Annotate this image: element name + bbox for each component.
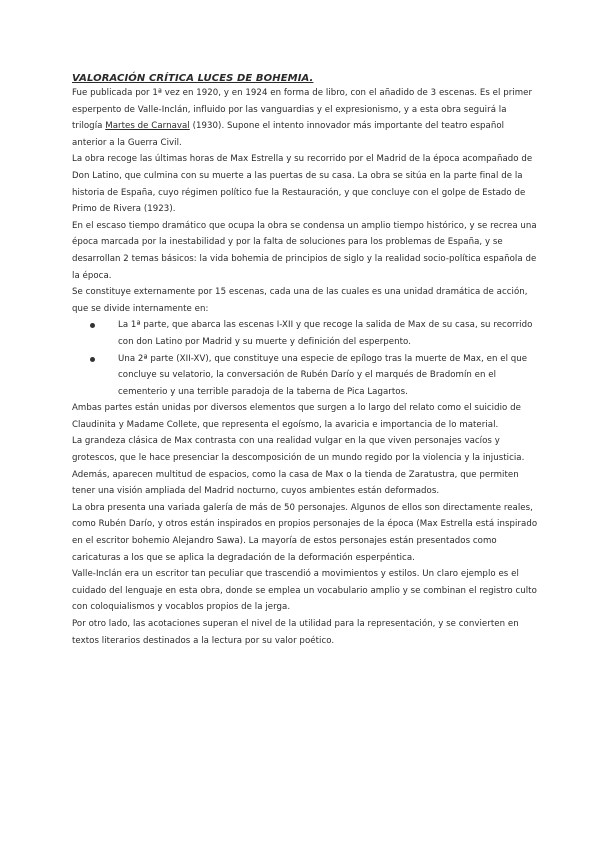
paragraph-spaces: Además, aparecen multitud de espacios, como la casa de Max o la tienda de Zaratustra, que permiten tener una visión ampliada del Madrid nocturno, cuyos ambientes están deformados. (72, 469, 519, 497)
paragraph-stage-directions: Por otro lado, las acotaciones superan el nivel de la utilidad para la representación, y se convierten en textos literarios destinados a la lectura por su valor poético. (72, 619, 519, 646)
martes-de-carnaval-reference: Martes de Carnaval (105, 121, 190, 132)
structure-list (72, 317, 538, 400)
paragraph-structure: Se constituye externamente por 15 escenas, cada una de las cuales es una unidad dramática de acción, que se divide internamente en: (72, 287, 528, 314)
document-title: VALORACIÓN CRÍTICA LUCES DE BOHEMIA. (72, 73, 314, 84)
paragraph-grandeur: La grandeza clásica de Max contrasta con una realidad vulgar en la que viven personajes vacíos y grotescos, que le hace presenciar la descomposición de un mundo regido por la violencia y la injusticia. (72, 436, 525, 464)
paragraph-characters: La obra presenta una variada galería de más de 50 personajes. Algunos de ellos son directamente reales, como Rubén Darío, y otros están inspirados en propios personajes de la época (Max Estrella está inspirado en el escritor bohemio Alejandro Sawa). La mayoría de estos personajes están presentados como caricaturas a los que se aplica la degradación de la deformación esperpéntica. (72, 502, 538, 563)
list-item (72, 317, 538, 350)
bullet-icon (90, 323, 95, 328)
paragraph-language: Valle-Inclán era un escritor tan peculiar que trascendió a movimientos y estilos. Un claro ejemplo es el cuidado del lenguaje en esta obra, donde se emplea un vocabulario amplio y se combinan el registro culto con coloquialismos y vocablos propios de la jerga. (72, 569, 537, 613)
list-item-text: Una 2ª parte (XII-XV), que constituye una especie de epílogo tras la muerte de Max, en el que concluye su velatorio, la conversación de Rubén Darío y el marqués de Bradomín en el cementerio y una terrible paradoja de la taberna de Pica Lagartos. (118, 353, 528, 397)
paragraph-publication (72, 85, 538, 151)
paragraph-dramatic-time: En el escaso tiempo dramático que ocupa la obra se condensa un amplio tiempo histórico, y se recrea una época marcada por la inestabilidad y por la falta de soluciones para los problemas de España, y se desarrollan 2 temas básicos: la vida bohemia de principios de siglo y la realidad socio-política española de la época. (72, 220, 537, 281)
list-item (72, 351, 538, 401)
paragraph-plot: La obra recoge las últimas horas de Max Estrella y su recorrido por el Madrid de la época acompañado de Don Latino, que culmina con su muerte a las puertas de su casa. La obra se sitúa en la parte final de la historia de España, cuyo régimen político fue la Restauración, y que concluye con el golpe de Estado de Primo de Rivera (1923). (72, 154, 533, 215)
paragraph-connections: Ambas partes están unidas por diversos elementos que surgen a lo largo del relato como el suicidio de Claudinita y Madame Collete, que representa el egoísmo, la avaricia e importancia de lo material. (72, 403, 521, 430)
paragraph-publication-text-1: Fue publicada por 1ª vez en 1920, y en 1924 en forma de libro, con el añadido de 3 escenas. Es el primer esperpento de Valle-Inclán, influido por las vanguardias y el expresionismo, y a esta obra seguirá la trilogía (72, 88, 533, 132)
paragraph-publication-text-2: (1930). Supone el intento innovador más importante del teatro español anterior a la Guerra Civil. (72, 121, 505, 148)
bullet-icon (90, 357, 95, 362)
list-item-text: La 1ª parte, que abarca las escenas I-XII y que recoge la salida de Max de su casa, su recorrido con don Latino por Madrid y su muerte y definición del esperpento. (118, 320, 533, 347)
